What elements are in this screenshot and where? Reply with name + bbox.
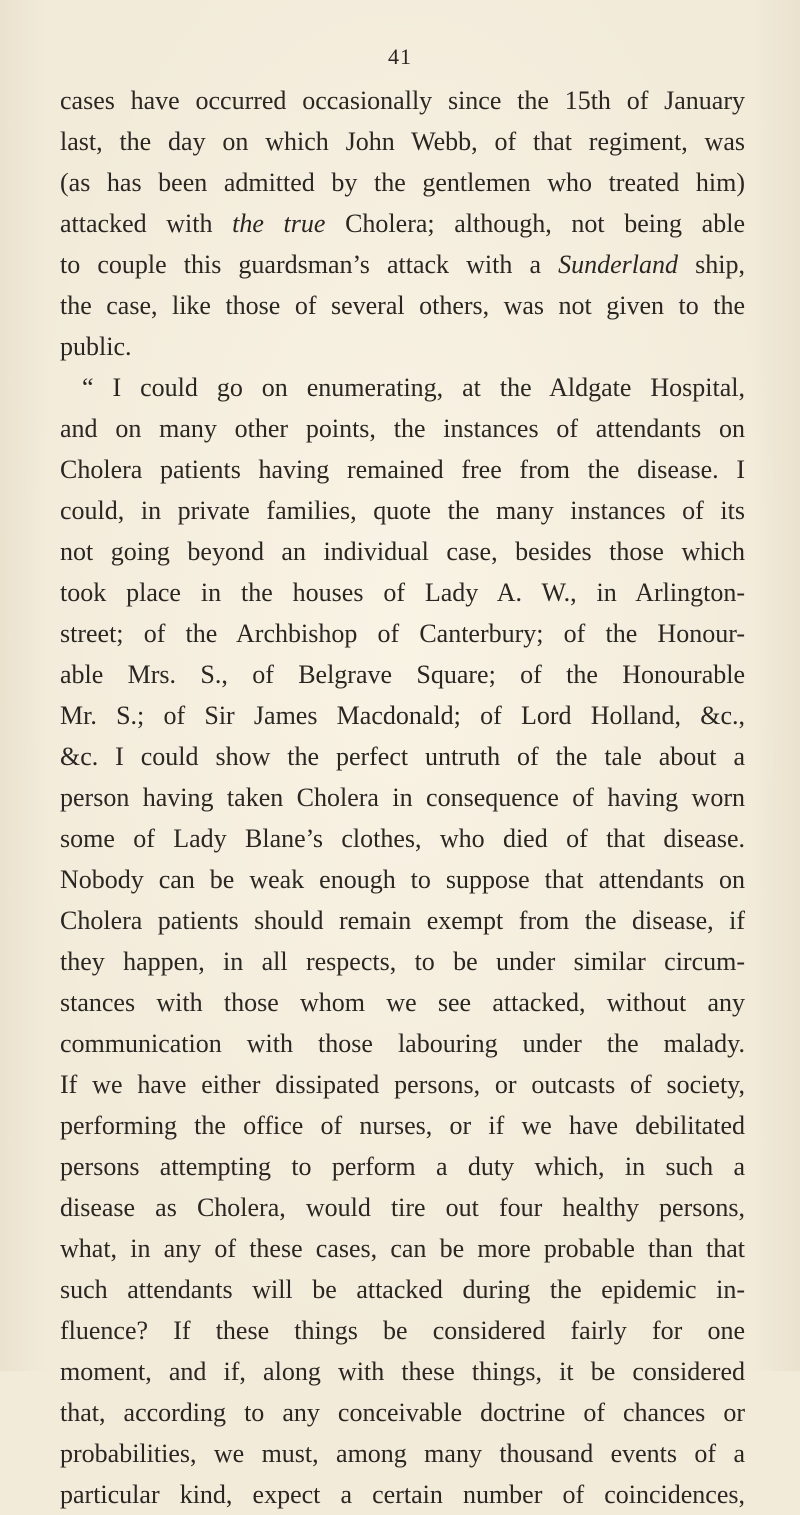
- text-line: moment, and if, along with these things, it be considered: [60, 1357, 745, 1386]
- text-line: what, in any of these cases, can be more probable than that: [60, 1234, 745, 1263]
- text-line: they happen, in all respects, to be under similar circum-: [60, 947, 745, 976]
- text-line: cases have occurred occasionally since the 15th of January: [60, 86, 745, 115]
- text-line: to couple this guardsman’s attack with a Sunderland ship,: [60, 250, 745, 279]
- text-line: fluence? If these things be considered fairly for one: [60, 1316, 745, 1345]
- text-line: able Mrs. S., of Belgrave Square; of the Honourable: [60, 660, 745, 689]
- text-line: public.: [60, 332, 132, 361]
- text-line: such attendants will be attacked during the epidemic in-: [60, 1275, 745, 1304]
- text-line: stances with those whom we see attacked, without any: [60, 988, 745, 1017]
- page-number: 41: [388, 44, 412, 69]
- text-line: could, in private families, quote the many instances of its: [60, 496, 745, 525]
- text-line: probabilities, we must, among many thousand events of a: [60, 1439, 745, 1468]
- text-line: communication with those labouring under the malady.: [60, 1029, 745, 1058]
- text-line: took place in the houses of Lady A. W., in Arlington-: [60, 578, 745, 607]
- text-line: (as has been admitted by the gentlemen who treated him): [60, 168, 745, 197]
- italic-text: the true: [232, 209, 326, 238]
- text-line: person having taken Cholera in consequence of having worn: [60, 783, 745, 812]
- text-line: &c. I could show the perfect untruth of the tale about a: [60, 742, 745, 771]
- text-line: If we have either dissipated persons, or outcasts of society,: [60, 1070, 745, 1099]
- text-line: “ I could go on enumerating, at the Aldgate Hospital,: [82, 373, 745, 402]
- text-line: attacked with the true Cholera; although, not being able: [60, 209, 745, 238]
- text-line: performing the office of nurses, or if we have debilitated: [60, 1111, 745, 1140]
- italic-text: Sunderland: [558, 250, 679, 279]
- text-line: street; of the Archbishop of Canterbury; of the Honour-: [60, 619, 745, 648]
- body-text: [60, 80, 745, 1515]
- text-line: Mr. S.; of Sir James Macdonald; of Lord Holland, &c.,: [60, 701, 745, 730]
- text-line: particular kind, expect a certain number of coincidences,: [60, 1480, 745, 1509]
- text-line: that, according to any conceivable doctrine of chances or: [60, 1398, 745, 1427]
- text-line: last, the day on which John Webb, of that regiment, was: [60, 127, 745, 156]
- text-line: persons attempting to perform a duty which, in such a: [60, 1152, 745, 1181]
- text-line: Nobody can be weak enough to suppose that attendants on: [60, 865, 745, 894]
- text-line: not going beyond an individual case, besides those which: [60, 537, 745, 566]
- text-line: Cholera patients having remained free from the disease. I: [60, 455, 745, 484]
- text-line: the case, like those of several others, was not given to the: [60, 291, 745, 320]
- text-line: some of Lady Blane’s clothes, who died of that disease.: [60, 824, 745, 853]
- text-line: disease as Cholera, would tire out four healthy persons,: [60, 1193, 745, 1222]
- text-line: Cholera patients should remain exempt from the disease, if: [60, 906, 745, 935]
- text-line: and on many other points, the instances of attendants on: [60, 414, 745, 443]
